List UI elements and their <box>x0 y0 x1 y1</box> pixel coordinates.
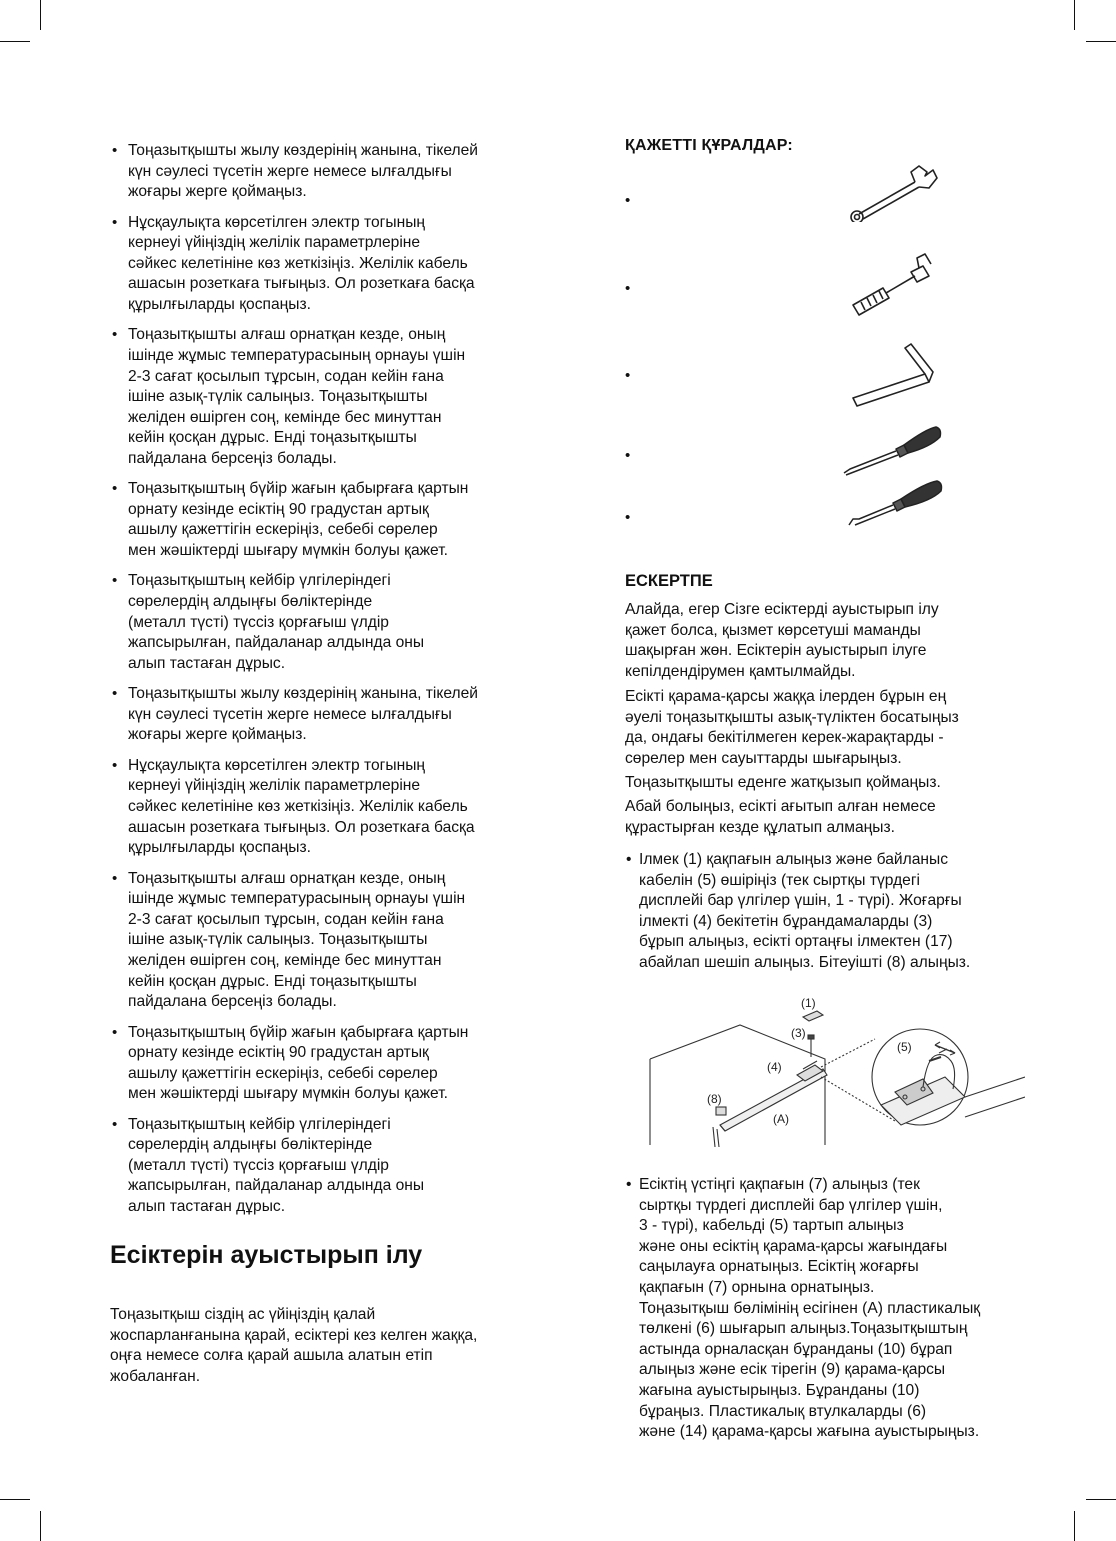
crop-mark <box>1086 1499 1116 1500</box>
wrench-icon <box>845 162 945 222</box>
step-bullet: • Есіктің үстіңгі қақпағын (7) алыңыз (тек сыртқы түрдегі дисплейі бар үлгілер үшін, 3 - түрі), кабельді (5) тартып алыңыз және оны есіктің қарама-қарсы жағындағы саңылауға орнатыңыз. Есіктің жоғарғы қақпағын (7) орнына орнатыңыз. Тоңазытқыш бөлімінің есігінен (А) пластикалық төлкені (6) шығарып алыңыз.Тоңазытқыштың астында орналасқан бұранданы (10) бұрап алыңыз және есік тірегін (9) қарама-қарсы жағына ауыстырыңыз. Бұранданы (10) бұраңыз. Пластикалық втулкаларды (6) және (14) қарама-қарсы жағына ауыстырыңыз. <box>625 1175 980 1443</box>
hinge-diagram <box>645 997 1025 1157</box>
bullet-item: • Тоңазытқышты алғаш орнатқан кезде, оның ішінде жұмыс температурасының орнауы үшін 2-3 сағат қосылып тұрсын, содан кейін ғана ішіне азық-түлік салыңыз. Тоңазытқышты желіден өшірген соң, кемінде бес минуттан кейін қосқан дұрыс. Енді тоңазытқышты пайдалана берсеңіз болады. <box>110 325 530 469</box>
tools-title: ҚАЖЕТТІ ҚҰРАЛДАР: <box>625 137 793 154</box>
crop-mark <box>1074 1511 1075 1541</box>
bullet-dot: • <box>625 192 631 209</box>
label-8: (8) <box>707 1092 722 1106</box>
bullet-dot: • <box>625 280 631 297</box>
section-intro: Тоңазытқыш сіздің ас үйіңіздің қалай жоспарланғанына қарай, есіктері кез келген жаққа, оңға немесе солға қарай ашыла алатын етіп жобаланған. <box>110 1306 478 1385</box>
note-paragraph: Абай болыңыз, есікті ағытып алған немесе құрастырған кезде құлатып алмаңыз. <box>625 798 936 836</box>
step-bullet: • Ілмек (1) қақпағын алыңыз және байланыс кабелін (5) өшіріңіз (тек сыртқы түрдегі дисплейі бар үлгілер үшін, 1 - түрі). Жоғарғы ілмекті (4) бекітетін бұрандамаларды (3) бұрып алыңыз, есікті ортаңғы ілмектен (17) абайлап шешіп алыңыз. Бітеуішті (8) алыңыз. <box>625 850 970 974</box>
crop-mark <box>1086 41 1116 42</box>
bullet-dot: • <box>625 367 631 384</box>
note-paragraph: Тоңазытқышты еденге жатқызып қоймаңыз. <box>625 774 941 791</box>
bullet-dot: • <box>625 447 631 464</box>
bullet-item: • Нұсқаулықта көрсетілген электр тогының кернеуі үйіңіздің желілік параметрлеріне сәйкес келетініне көз жеткізіңіз. Желілік кабель ашасын розеткаға тығыңыз. Ол розеткаға басқа құрылғыларды қоспаңыз. <box>110 213 530 316</box>
crop-mark <box>40 1511 41 1541</box>
note-paragraph: Есікті қарама-қарсы жаққа ілерден бұрын ең әуелі тоңазытқышты азық-түліктен босатыңыз да, ондағы бекітілмеген керек-жарақтарды - сөрелер мен сауыттарды шығарыңыз. <box>625 688 959 767</box>
flat-screwdriver-icon <box>840 417 950 477</box>
tool-row <box>625 509 965 559</box>
bullet-item: • Нұсқаулықта көрсетілген электр тогының кернеуі үйіңіздің желілік параметрлеріне сәйкес келетініне көз жеткізіңіз. Желілік кабель ашасын розеткаға тығыңыз. Ол розеткаға басқа құрылғыларды қоспаңыз. <box>110 756 530 859</box>
bullet-item: • Тоңазытқыштың бүйір жағын қабырғаға қартын орнату кезінде есіктің 90 градустан артық ашылу қажеттігін ескеріңіз, себебі сөрелер мен жәшіктерді шығару мүмкін болуы қажет. <box>110 1023 530 1105</box>
bullet-item: • Тоңазытқышты алғаш орнатқан кезде, оның ішінде жұмыс температурасының орнауы үшін 2-3 сағат қосылып тұрсын, содан кейін ғана ішіне азық-түлік салыңыз. Тоңазытқышты желіден өшірген соң, кемінде бес минуттан кейін қосқан дұрыс. Енді тоңазытқышты пайдалана берсеңіз болады. <box>110 869 530 1013</box>
bullet-item: • Тоңазытқыштың кейбір үлгілеріндегі сөрелердің алдыңғы бөліктерінде (металл түсті) түссіз қорғағыш үлдір жапсырылған, пайдаланар алдында оны алып тастаған дұрыс. <box>110 1115 530 1218</box>
section-title: Есіктерін ауыстырып ілу <box>110 1241 423 1269</box>
note-paragraph: Алайда, егер Сізге есіктерді ауыстырып ілу қажет болса, қызмет көрсетуші маманды шақырған жөн. Есіктерін ауыстырып ілуге кепілдендірумен қамтылмайды. <box>625 601 939 680</box>
bullet-item: • Тоңазытқышты жылу көздерінің жанына, тікелей күн сәулесі түсетін жерге немесе ылғалдығы жоғары жерге қоймаңыз. <box>110 684 530 746</box>
crop-mark <box>0 41 30 42</box>
phillips-screwdriver-icon <box>845 469 955 529</box>
label-3: (3) <box>791 1026 806 1040</box>
tool-row <box>625 192 965 252</box>
label-4: (4) <box>767 1060 782 1074</box>
hex-key-icon <box>845 342 945 412</box>
crop-mark <box>0 1499 30 1500</box>
bullet-dot: • <box>625 509 631 526</box>
note-title: ЕСКЕРТПЕ <box>625 572 713 590</box>
bullet-item: • Тоңазытқыштың бүйір жағын қабырғаға қартын орнату кезінде есіктің 90 градустан артық ашылу қажеттігін ескеріңіз, себебі сөрелер мен жәшіктерді шығару мүмкін болуы қажет. <box>110 479 530 561</box>
bullet-item: • Тоңазытқыштың кейбір үлгілеріндегі сөрелердің алдыңғы бөліктерінде (металл түсті) түссіз қорғағыш үлдір жапсырылған, пайдаланар алдында оны алып тастаған дұрыс. <box>110 571 530 674</box>
socket-wrench-icon <box>845 250 945 320</box>
label-1: (1) <box>801 997 816 1010</box>
label-5: (5) <box>897 1040 912 1054</box>
bullet-item: • Тоңазытқышты жылу көздерінің жанына, тікелей күн сәулесі түсетін жерге немесе ылғалдығы жоғары жерге қоймаңыз. <box>110 141 530 203</box>
tool-row <box>625 280 965 340</box>
label-a: (A) <box>773 1112 789 1126</box>
left-column <box>110 141 530 1385</box>
safety-bullet-list <box>110 141 530 1218</box>
crop-mark <box>1074 0 1075 30</box>
crop-mark <box>40 0 41 30</box>
